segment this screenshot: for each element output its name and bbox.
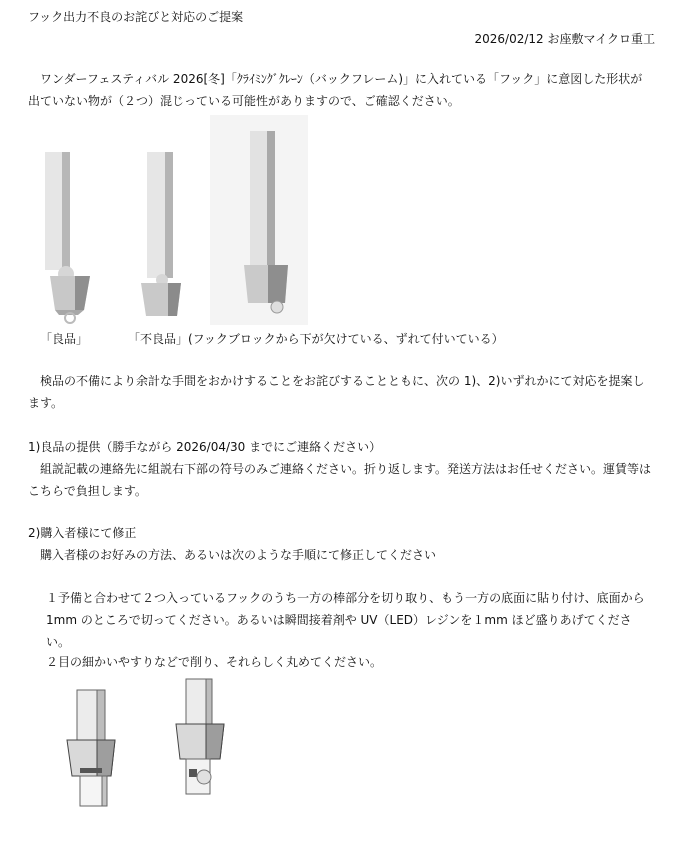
step2: ２目の細かいやすりなどで削り、それらしく丸めてください。: [46, 655, 383, 669]
date-and-company: 2026/02/12 お座敷マイクロ重工: [474, 32, 655, 46]
option2-heading: 2)購入者様にて修正: [28, 526, 137, 540]
good-label: 「良品」: [40, 332, 89, 346]
bad-label: 「不良品」(フックブロックから下が欠けている、ずれて付いている）: [128, 332, 504, 346]
document-title: フック出力不良のお詫びと対応のご提案: [28, 10, 244, 24]
apology-paragraph: 検品の不備により余計な手間をおかけすることをお詫びすることともに、次の 1)、2)いずれかにて対応を提案します。: [28, 374, 645, 410]
repair-illustration-1: [64, 688, 124, 813]
bad-hook-photo-1: [135, 150, 185, 325]
bad-hook-photo-2: [210, 115, 308, 325]
option2-body: 購入者様のお好みの方法、あるいは次のような手順にて修正してください: [40, 548, 437, 562]
option1-body: 組説記載の連絡先に組説右下部の符号のみご連絡ください。折り返します。発送方法はお任せください。運賃等はこちらで負担します。: [28, 462, 652, 498]
repair-illustration-2: [170, 677, 230, 802]
intro-paragraph: ワンダーフェスティバル 2026[冬]「ｸﾗｲﾐﾝｸﾞｸﾚｰﾝ（バックフレーム)」に入れている「フック」に意図した形状が出ていない物が（２つ）混じっている可能性がありますので、ご確認ください。: [28, 72, 643, 108]
good-hook-photo: [28, 150, 92, 325]
step1: １予備と合わせて２つ入っているフックのうち一方の棒部分を切り取り、もう一方の底面に貼り付け、底面から 1mm のところで切ってください。あるいは瞬間接着剤や UV（LED）レジンを１mm ほど盛りあげてください。: [46, 591, 645, 649]
option1-heading: 1)良品の提供（勝手ながら 2026/04/30 までにご連絡ください）: [28, 440, 382, 454]
